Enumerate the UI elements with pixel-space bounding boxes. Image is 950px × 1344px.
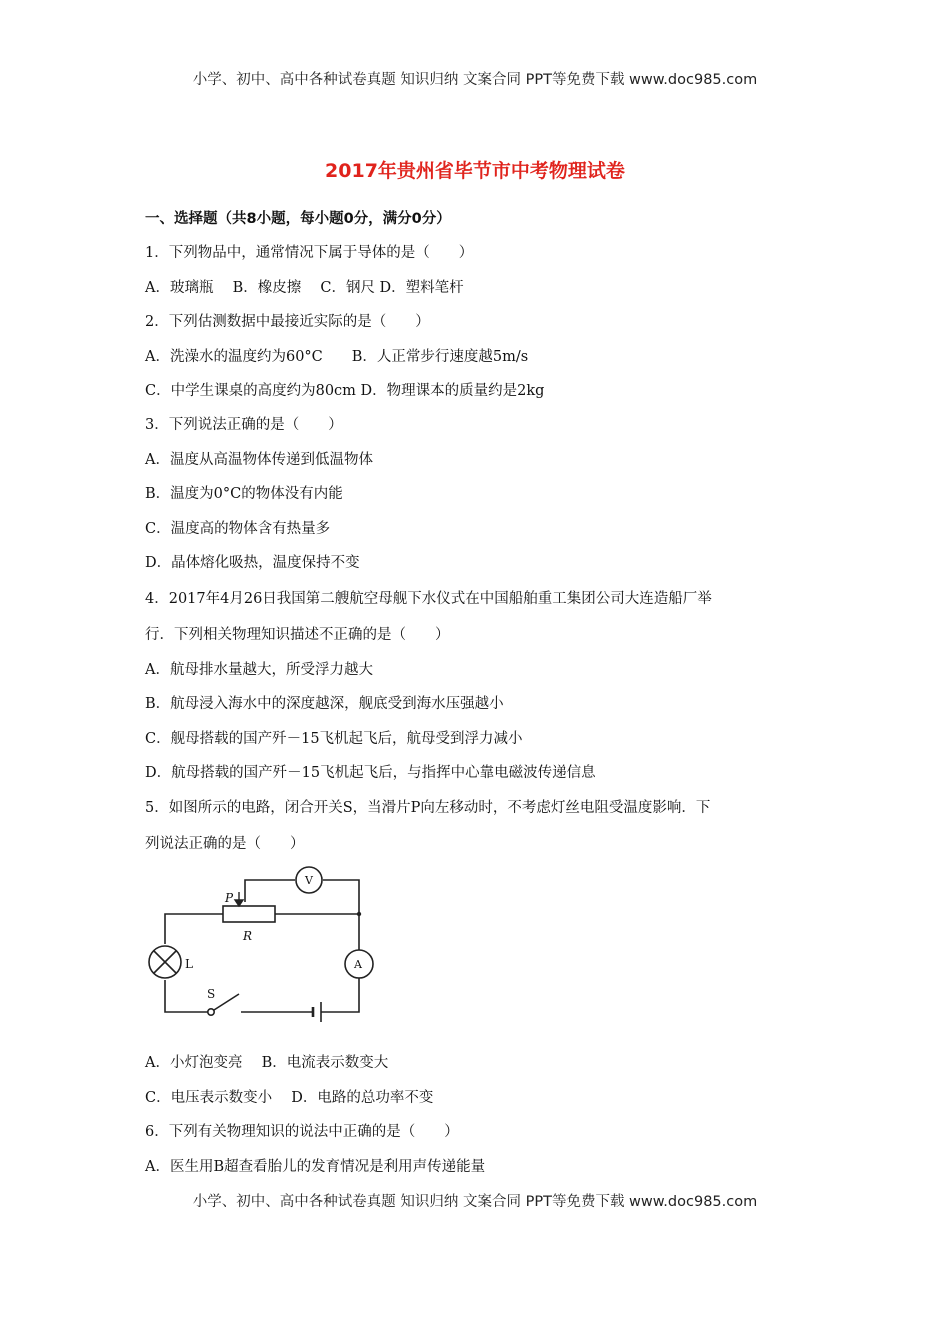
- q3-option-d: D．晶体熔化吸热，温度保持不变: [145, 555, 360, 571]
- q3-option-c: C．温度高的物体含有热量多: [145, 521, 331, 537]
- left-top-wire: [165, 914, 223, 944]
- rheostat-resistor: [223, 906, 275, 922]
- label-l: L: [185, 957, 193, 971]
- label-p: P: [225, 891, 234, 905]
- switch-blade: [214, 994, 239, 1010]
- label-a: A: [354, 958, 362, 971]
- q2-options-line1: A．洗澡水的温度约为60°C B．人正常步行速度越5m/s: [145, 349, 529, 365]
- q6-option-a: A．医生用B超查看胎儿的发育情况是利用声传递能量: [145, 1159, 486, 1175]
- q3-option-a: A．温度从高温物体传递到低温物体: [145, 452, 373, 468]
- q1-stem: 1．下列物品中，通常情况下属于导体的是（ ）: [145, 245, 474, 261]
- q5-stem-line2: 列说法正确的是（ ）: [145, 836, 305, 852]
- voltmeter-left-wire: [245, 880, 295, 902]
- q4-option-a: A．航母排水量越大，所受浮力越大: [145, 662, 373, 678]
- label-v: V: [305, 874, 313, 887]
- q4-stem-line2: 行．下列相关物理知识描述不正确的是（ ）: [145, 627, 450, 643]
- q4-option-d: D．航母搭载的国产歼－15飞机起飞后，与指挥中心靠电磁波传递信息: [145, 765, 596, 781]
- section-heading: 一、选择题（共8小题，每小题0分，满分0分）: [145, 211, 451, 227]
- circuit-diagram: [145, 862, 385, 1034]
- q4-option-c: C．舰母搭载的国产歼－15飞机起飞后，航母受到浮力减小: [145, 731, 523, 747]
- voltmeter-right-wire: [323, 880, 359, 912]
- junction-dot: [357, 912, 361, 916]
- q2-stem: 2．下列估测数据中最接近实际的是（ ）: [145, 314, 430, 330]
- switch-pivot: [208, 1009, 214, 1015]
- q4-stem-line1: 4．2017年4月26日我国第二艘航空母舰下水仪式在中国船舶重工集团公司大连造船厂举: [145, 591, 712, 607]
- q3-option-b: B．温度为0°C的物体没有内能: [145, 486, 343, 502]
- label-r: R: [243, 929, 253, 943]
- page-header: 小学、初中、高中各种试卷真题 知识归纳 文案合同 PPT等免费下载 www.doc985.com: [192, 72, 758, 88]
- q5-stem-line1: 5．如图所示的电路，闭合开关S，当滑片P向左移动时，不考虑灯丝电阻受温度影响．下: [145, 800, 711, 816]
- label-s: S: [207, 987, 216, 1001]
- page-footer: 小学、初中、高中各种试卷真题 知识归纳 文案合同 PPT等免费下载 www.doc985.com: [192, 1194, 758, 1210]
- q4-option-b: B．航母浸入海水中的深度越深，舰底受到海水压强越小: [145, 696, 504, 712]
- q3-stem: 3．下列说法正确的是（ ）: [145, 417, 343, 433]
- exam-title: 2017年贵州省毕节市中考物理试卷: [325, 160, 625, 182]
- q5-options-line1: A．小灯泡变亮 B．电流表示数变大: [145, 1055, 389, 1071]
- q5-options-line2: C．电压表示数变小 D．电路的总功率不变: [145, 1090, 434, 1106]
- left-bottom-wire: [165, 980, 208, 1012]
- q1-options: A．玻璃瓶 B．橡皮擦 C．钢尺 D．塑料笔杆: [145, 280, 464, 296]
- q6-stem: 6．下列有关物理知识的说法中正确的是（ ）: [145, 1124, 459, 1140]
- q2-options-line2: C．中学生课桌的高度约为80cm D．物理课本的质量约是2kg: [145, 383, 545, 399]
- slider-pointer-tip: [235, 900, 243, 906]
- right-lower-wire: [321, 978, 359, 1012]
